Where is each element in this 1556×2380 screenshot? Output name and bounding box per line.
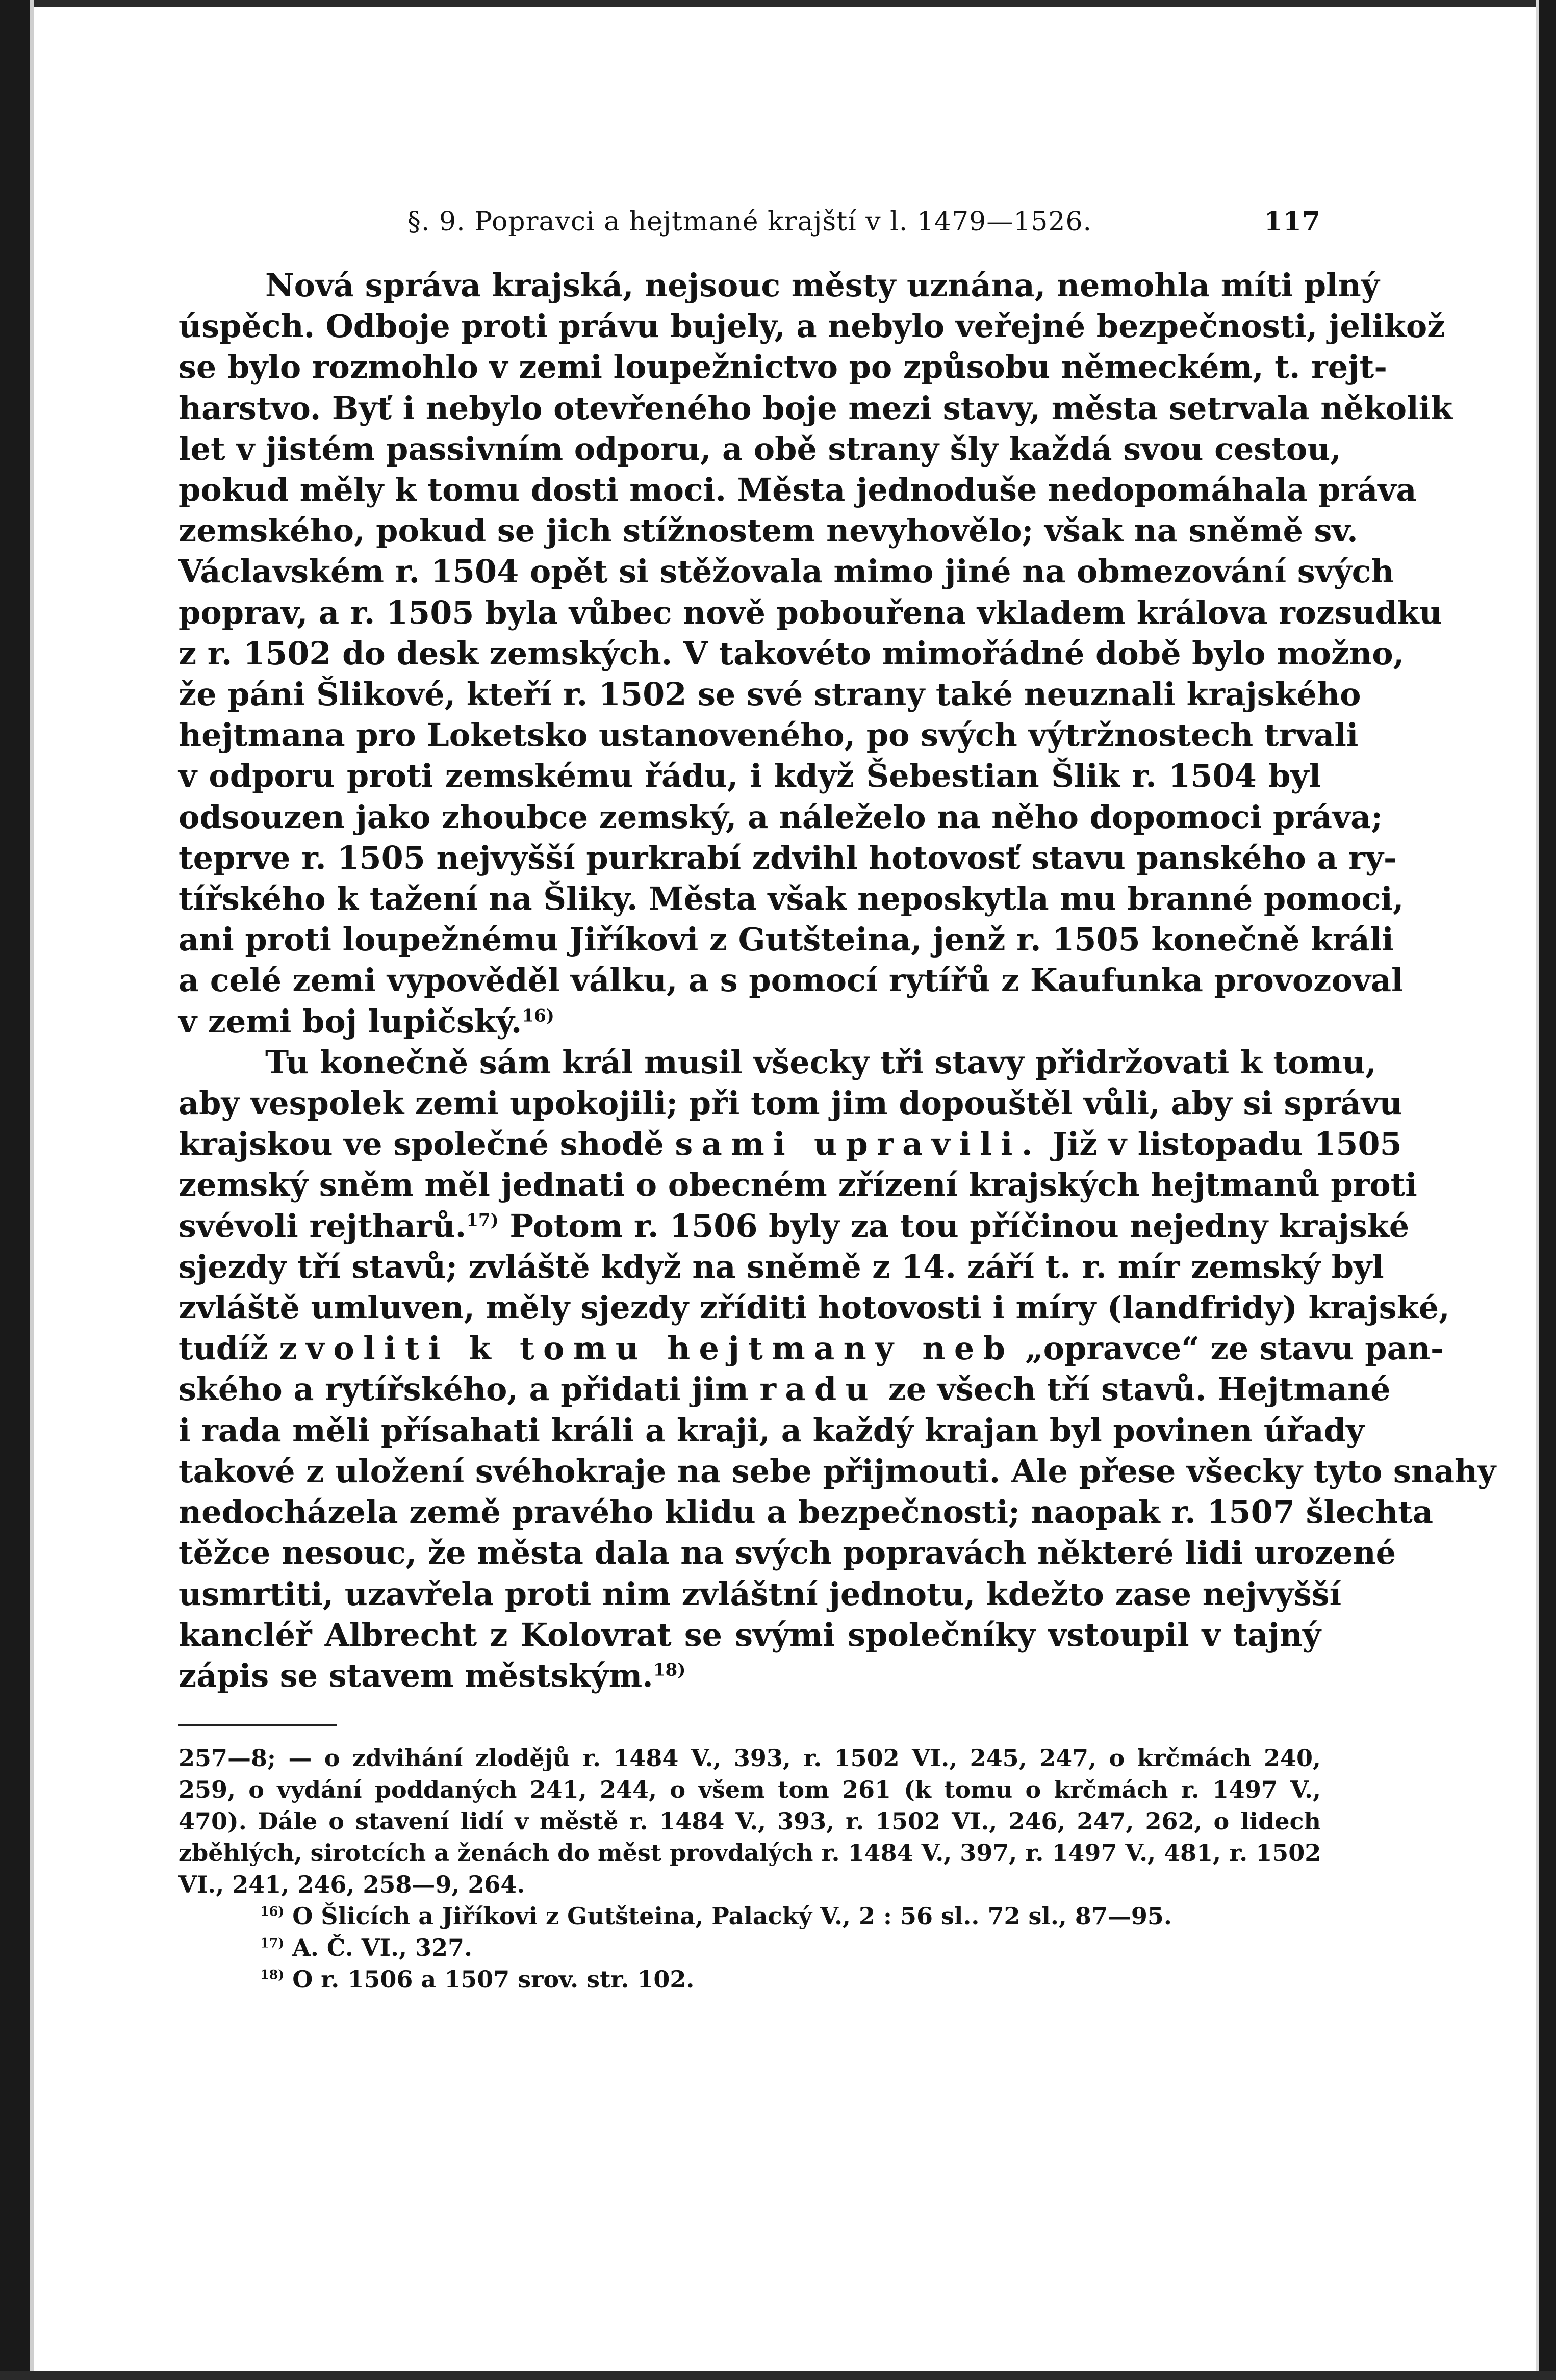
text-line: že páni Šlikové, kteří r. 1502 se své strany také neuznali krajského (178, 676, 1361, 713)
footnote-ref-18[interactable]: 18) (653, 1660, 686, 1680)
text-line (178, 1206, 1410, 1247)
text-line (178, 1655, 1321, 1696)
text-line: hejtmana pro Loketsko ustanoveného, po svých výtržnostech trvali (178, 716, 1359, 754)
footnote-marker: 18) (260, 1967, 285, 1982)
text-line: poprav, a r. 1505 byla vůbec nově pobouřena vkladem králova rozsudku (178, 593, 1442, 631)
text-line: ani proti loupežnému Jiříkovi z Gutšteina, jenž r. 1505 konečně králi (178, 921, 1394, 959)
text-fragment: svévoli rejtharů. (178, 1207, 467, 1245)
text-line (178, 1001, 1321, 1042)
text-line: i rada měli přísahati králi a kraji, a každý krajan byl povinen úřady (178, 1411, 1365, 1449)
footnote-ref-16[interactable]: 16) (522, 1005, 554, 1026)
text-line: kancléř Albrecht z Kolovrat se svými společníky vstoupil v tajný (178, 1616, 1321, 1653)
footnote-continuation-line: 470). Dále o stavení lidí v městě r. 1484 V., 393, r. 1502 VI., 246, 247, 262, o lidech (178, 1807, 1321, 1835)
text-line: Václavském r. 1504 opět si stěžovala mimo jiné na obmezování svých (178, 553, 1394, 590)
footnote-marker: 17) (260, 1935, 285, 1951)
text-line: se bylo rozmohlo v zemi loupežnictvo po způsobu německém, t. rejt- (178, 348, 1387, 386)
text-line: teprve r. 1505 nejvyšší purkrabí zdvihl hotovosť stavu panského a ry- (178, 839, 1397, 876)
footnote-separator (178, 1724, 337, 1726)
footnote-text: A. Č. VI., 327. (292, 1934, 473, 1962)
text-fragment: v zemi boj lupičský. (178, 1002, 522, 1040)
spaced-emphasis: zvoliti k tomu hejtmany neb (279, 1330, 1014, 1367)
text-line: nedocházela země pravého klidu a bezpečnosti; naopak r. 1507 šlechta (178, 1493, 1434, 1531)
text-line: Tu konečně sám král musil všecky tři stavy přidržovati k tomu, (265, 1043, 1376, 1081)
footnote-continuation-line: zběhlých, sirotcích a ženách do měst provdalých r. 1484 V., 397, r. 1497 V., 481, r. 1502 (178, 1839, 1321, 1867)
spaced-emphasis: sami upravili. (675, 1125, 1041, 1163)
footnote-text: O Šlicích a Jiříkovi z Gutšteina, Palacký V., 2 : 56 sl.. 72 sl., 87—95. (292, 1902, 1172, 1930)
text-line: let v jistém passivním odporu, a obě strany šly každá svou cestou, (178, 430, 1341, 468)
text-line: pokud měly k tomu dosti moci. Města jednoduše nedopomáhala práva (178, 471, 1417, 509)
footnote-continuation-line: 257—8; — o zdvihání zlodějů r. 1484 V., 393, r. 1502 VI., 245, 247, o krčmách 240, (178, 1744, 1321, 1772)
footnote-16 (178, 1900, 1321, 1932)
footnotes (178, 1742, 1321, 1995)
text-line (178, 1328, 1444, 1369)
text-line: usmrtiti, uzavřela proti nim zvláštní jednotu, kdežto zase nejvyšší (178, 1575, 1342, 1613)
text-line: zvláště umluven, měly sjezdy zříditi hotovosti i míry (landfridy) krajské, (178, 1289, 1450, 1327)
text-line: úspěch. Odboje proti právu bujely, a nebylo veřejné bezpečnosti, jelikož (178, 307, 1445, 345)
running-head-title: §. 9. Popravci a hejtmané krajští v l. 1479—1526. (407, 206, 1092, 237)
spaced-emphasis: radu (759, 1370, 878, 1408)
text-line: zemského, pokud se jich stížnostem nevyhovělo; však na sněmě sv. (178, 512, 1358, 550)
text-fragment: zápis se stavem městským. (178, 1657, 653, 1694)
text-line: odsouzen jako zhoubce zemský, a náleželo na něho dopomoci práva; (178, 798, 1383, 836)
footnote-continuation-line: VI., 241, 246, 258—9, 264. (178, 1871, 525, 1899)
scan-border-right (1539, 0, 1556, 2380)
text-line: Nová správa krajská, nejsouc městy uznána, nemohla míti plný (265, 267, 1380, 304)
text-fragment: ského a rytířského, a přidati jim (178, 1370, 749, 1408)
scan-border-right-inner (1536, 0, 1539, 2380)
scan-border-bottom (0, 2371, 1556, 2380)
text-line: zemský sněm měl jednati o obecném zřízení krajských hejtmanů proti (178, 1166, 1417, 1204)
footnote-17 (178, 1932, 1321, 1963)
text-line: a celé zemi vypověděl válku, a s pomocí rytířů z Kaufunka provozoval (178, 962, 1404, 999)
running-head (178, 199, 1321, 245)
text-line: takové z uložení svéhokraje na sebe přijmouti. Ale přese všecky tyto snahy (178, 1452, 1496, 1490)
text-line: z r. 1502 do desk zemských. V takovéto mimořádné době bylo možno, (178, 634, 1405, 672)
text-line: v odporu proti zemskému řádu, i když Šebestian Šlik r. 1504 byl (178, 757, 1321, 795)
paragraph-1 (178, 265, 1453, 1042)
text-fragment: Již v listopadu 1505 (1052, 1125, 1402, 1163)
page-number: 117 (1264, 206, 1321, 237)
text-line (178, 1369, 1391, 1410)
text-line: tířského k tažení na Šliky. Města však neposkytla mu branné pomoci, (178, 880, 1404, 918)
text-line: aby vespolek zemi upokojili; při tom jim dopouštěl vůli, aby si správu (178, 1084, 1402, 1122)
footnote-text: O r. 1506 a 1507 srov. str. 102. (292, 1965, 695, 1994)
scan-border-top (0, 0, 1556, 7)
scan-border-left-inner (30, 0, 34, 2380)
text-line (178, 1124, 1402, 1165)
text-fragment: „opravce“ ze stavu pan- (1025, 1330, 1444, 1367)
text-fragment: krajskou ve společné shodě (178, 1125, 664, 1163)
scan-border-left (0, 0, 30, 2380)
footnote-continuation-line: 259, o vydání poddaných 241, 244, o všem tom 261 (k tomu o krčmách r. 1497 V., (178, 1776, 1321, 1804)
text-fragment: tudíž (178, 1330, 268, 1367)
paragraph-2 (178, 1042, 1496, 1696)
text-line: harstvo. Byť i nebylo otevřeného boje mezi stavy, města setrvala několik (178, 389, 1453, 427)
text-line: těžce nesouc, že města dala na svých popravách některé lidi urozené (178, 1534, 1396, 1572)
footnote-marker: 16) (260, 1903, 285, 1919)
text-fragment: Potom r. 1506 byly za tou příčinou nejedny krajské (509, 1207, 1410, 1245)
text-fragment: ze všech tří stavů. Hejtmané (888, 1370, 1391, 1408)
footnote-ref-17[interactable]: 17) (466, 1210, 499, 1231)
main-text (178, 265, 1496, 1696)
text-line: sjezdy tří stavů; zvláště když na sněmě z 14. září t. r. mír zemský byl (178, 1248, 1384, 1285)
footnote-18 (178, 1963, 1321, 1995)
book-page (178, 199, 1496, 1995)
